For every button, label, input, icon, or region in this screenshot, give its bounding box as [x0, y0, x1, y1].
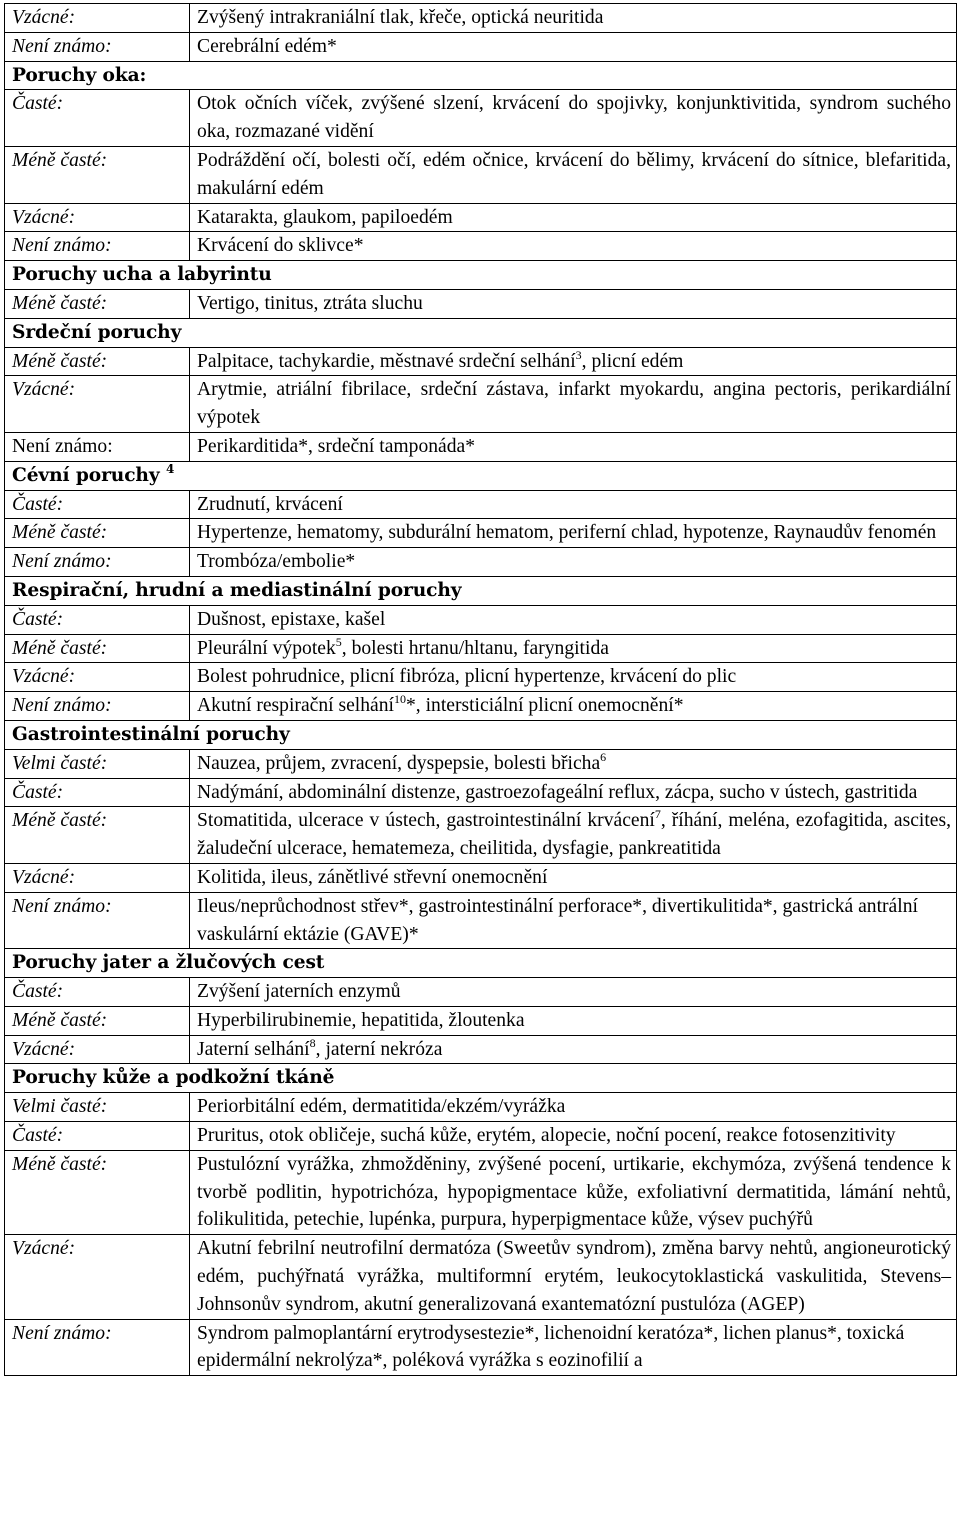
organ-system-title: Cévní poruchy [12, 464, 160, 486]
reaction-list: Bolest pohrudnice, plicní fibróza, plicní hypertenze, krvácení do plic [197, 666, 737, 688]
frequency-label: Velmi časté: [5, 1093, 190, 1122]
frequency-label: Není známo: [5, 432, 190, 461]
frequency-label: Není známo: [5, 32, 190, 61]
reaction-list: Vertigo, tinitus, ztráta sluchu [197, 292, 423, 314]
organ-system-heading [5, 461, 957, 490]
reaction-list-continued: , plicní edém [581, 350, 684, 372]
reaction-list: Nauzea, průjem, zvracení, dyspepsie, bolesti břicha [197, 752, 601, 774]
adverse-reactions-text [190, 1093, 957, 1122]
adverse-reactions-text [190, 203, 957, 232]
organ-system-heading [5, 318, 957, 347]
adverse-reaction-row [5, 1150, 957, 1234]
organ-system-title: Poruchy ucha a labyrintu [12, 264, 272, 286]
adverse-reaction-row [5, 749, 957, 778]
organ-system-heading [5, 576, 957, 605]
adverse-reaction-row [5, 1093, 957, 1122]
reaction-list: Jaterní selhání [197, 1038, 310, 1060]
footnote-marker: 8 [309, 1035, 316, 1050]
adverse-reaction-row [5, 490, 957, 519]
frequency-label: Není známo: [5, 692, 190, 721]
frequency-label: Není známo: [5, 548, 190, 577]
adverse-reactions-text [190, 1150, 957, 1234]
reaction-list: Katarakta, glaukom, papiloedém [197, 206, 453, 228]
section-header-row [5, 61, 957, 90]
adverse-reactions-text [190, 32, 957, 61]
side-effects-table-body [5, 4, 957, 1376]
adverse-reaction-row [5, 32, 957, 61]
frequency-label: Velmi časté: [5, 749, 190, 778]
reaction-list: Podráždění očí, bolesti očí, edém očnice, krvácení do bělimy, krvácení do sítnice, blefaritida, makulární edém [197, 149, 951, 199]
adverse-reactions-text [190, 490, 957, 519]
adverse-reactions-text [190, 1006, 957, 1035]
adverse-reaction-row [5, 1006, 957, 1035]
adverse-reactions-text [190, 978, 957, 1007]
reaction-list: Akutní respirační selhání [197, 695, 394, 717]
section-header-row [5, 949, 957, 978]
frequency-label: Časté: [5, 1122, 190, 1151]
adverse-reaction-row [5, 347, 957, 376]
adverse-reactions-text [190, 90, 957, 147]
adverse-reaction-row [5, 1035, 957, 1064]
adverse-reactions-text [190, 4, 957, 33]
adverse-reaction-row [5, 146, 957, 203]
reaction-list: Trombóza/embolie* [197, 551, 356, 573]
organ-system-heading [5, 261, 957, 290]
adverse-reaction-row [5, 605, 957, 634]
adverse-reactions-text [190, 892, 957, 949]
adverse-reaction-row [5, 519, 957, 548]
reaction-list: Nadýmání, abdominální distenze, gastroezofageální reflux, zácpa, sucho v ústech, gastritida [197, 781, 918, 803]
adverse-reaction-row [5, 778, 957, 807]
reaction-list: Akutní febrilní neutrofilní dermatóza (Sweetův syndrom), změna barvy nehtů, angioneurotický edém, puchýřnatá vyrážka, multiformní erytém, leukocytoklastická vaskulitida, Stevens–Johnsonův syndrom, akutní generalizovaná exantematózní pustulóza (AGEP) [197, 1238, 951, 1315]
footnote-marker: 3 [575, 347, 582, 362]
section-header-row [5, 261, 957, 290]
reaction-list: Zvýšení jaterních enzymů [197, 981, 401, 1003]
reaction-list-continued: , jaterní nekróza [315, 1038, 443, 1060]
frequency-label: Méně časté: [5, 634, 190, 663]
adverse-reaction-row [5, 663, 957, 692]
adverse-reactions-text [190, 146, 957, 203]
adverse-reaction-row [5, 90, 957, 147]
frequency-label: Méně časté: [5, 146, 190, 203]
organ-system-heading [5, 61, 957, 90]
organ-system-title: Respirační, hrudní a mediastinální poruchy [12, 579, 462, 601]
reaction-list: Periorbitální edém, dermatitida/ekzém/vyrážka [197, 1096, 566, 1118]
section-header-row [5, 576, 957, 605]
adverse-reactions-text [190, 1035, 957, 1064]
frequency-label: Méně časté: [5, 347, 190, 376]
reaction-list: Dušnost, epistaxe, kašel [197, 608, 386, 630]
section-header-row [5, 720, 957, 749]
adverse-reactions-text [190, 347, 957, 376]
reaction-list: Perikarditida*, srdeční tamponáda* [197, 435, 476, 457]
adverse-reaction-row [5, 289, 957, 318]
adverse-reactions-text [190, 548, 957, 577]
frequency-label: Časté: [5, 90, 190, 147]
adverse-reaction-row [5, 634, 957, 663]
frequency-label: Méně časté: [5, 1150, 190, 1234]
organ-system-heading [5, 1064, 957, 1093]
footnote-marker: 6 [600, 749, 607, 764]
adverse-reactions-text [190, 778, 957, 807]
frequency-label: Vzácné: [5, 203, 190, 232]
adverse-reactions-text [190, 232, 957, 261]
organ-system-title: Poruchy jater a žlučových cest [12, 952, 325, 974]
adverse-reaction-row [5, 807, 957, 864]
adverse-reactions-text [190, 663, 957, 692]
frequency-label: Není známo: [5, 1319, 190, 1376]
frequency-label: Méně časté: [5, 289, 190, 318]
adverse-reactions-text [190, 519, 957, 548]
adverse-reaction-row [5, 1235, 957, 1319]
adverse-reaction-row [5, 1319, 957, 1376]
footnote-marker: 10 [393, 692, 406, 707]
adverse-reactions-text [190, 1235, 957, 1319]
reaction-list: Arytmie, atriální fibrilace, srdeční zástava, infarkt myokardu, angina pectoris, perikardiální výpotek [197, 379, 951, 429]
adverse-reactions-text [190, 749, 957, 778]
reaction-list: Pleurální výpotek [197, 637, 336, 659]
section-header-row [5, 1064, 957, 1093]
frequency-label: Není známo: [5, 892, 190, 949]
organ-system-heading [5, 720, 957, 749]
organ-system-title: Poruchy oka: [12, 64, 147, 86]
adverse-reaction-row [5, 863, 957, 892]
adverse-reactions-text [190, 1319, 957, 1376]
reaction-list: Syndrom palmoplantární erytrodysestezie*, lichenoidní keratóza*, lichen planus*, toxická epidermální nekrolýza*, poléková vyrážka s eozinofilií a [197, 1322, 905, 1372]
frequency-label: Vzácné: [5, 4, 190, 33]
adverse-reactions-text [190, 605, 957, 634]
adverse-reactions-text [190, 289, 957, 318]
frequency-label: Časté: [5, 978, 190, 1007]
reaction-list: Pruritus, otok obličeje, suchá kůže, erytém, alopecie, noční pocení, reakce fotosenzitivity [197, 1125, 896, 1147]
adverse-reactions-text [190, 376, 957, 433]
frequency-label: Není známo: [5, 232, 190, 261]
footnote-marker: 7 [654, 807, 661, 822]
adverse-reaction-row [5, 548, 957, 577]
adverse-reaction-row [5, 203, 957, 232]
reaction-list: Hyperbilirubinemie, hepatitida, žloutenka [197, 1009, 525, 1031]
organ-system-heading [5, 949, 957, 978]
adverse-reactions-text [190, 432, 957, 461]
reaction-list: Stomatitida, ulcerace v ústech, gastrointestinální krvácení [197, 810, 655, 832]
reaction-list-continued: , bolesti hrtanu/hltanu, faryngitida [341, 637, 609, 659]
frequency-label: Vzácné: [5, 663, 190, 692]
adverse-reaction-row [5, 692, 957, 721]
frequency-label: Vzácné: [5, 1035, 190, 1064]
reaction-list: Palpitace, tachykardie, městnavé srdeční selhání [197, 350, 576, 372]
reaction-list: Pustulózní vyrážka, zhmožděniny, zvýšené pocení, urtikarie, ekchymóza, zvýšená tendence k tvorbě podlitin, hypotrichóza, hypopigmentace kůže, exfoliativní dermatitida, lámání nehtů, folikulitida, petechie, lupénka, purpura, hyperpigmentace kůže, výsev puchýřů [197, 1153, 951, 1231]
adverse-reaction-row [5, 232, 957, 261]
frequency-label: Vzácné: [5, 376, 190, 433]
adverse-reactions-text [190, 807, 957, 864]
reaction-list: Zvýšený intrakraniální tlak, křeče, optická neuritida [197, 7, 604, 28]
footnote-marker: 5 [335, 634, 342, 649]
organ-system-title: Poruchy kůže a podkožní tkáně [12, 1067, 335, 1089]
side-effects-table [4, 3, 957, 1376]
adverse-reactions-text [190, 634, 957, 663]
frequency-label: Časté: [5, 778, 190, 807]
adverse-reactions-text [190, 1122, 957, 1151]
organ-system-title: Gastrointestinální poruchy [12, 723, 290, 745]
reaction-list-continued: *, intersticiální plicní onemocnění* [405, 695, 684, 717]
adverse-reaction-row [5, 1122, 957, 1151]
adverse-reaction-row [5, 376, 957, 433]
adverse-reaction-row [5, 432, 957, 461]
frequency-label: Méně časté: [5, 807, 190, 864]
frequency-label: Vzácné: [5, 863, 190, 892]
reaction-list: Zrudnutí, krvácení [197, 493, 343, 515]
adverse-reactions-text [190, 863, 957, 892]
reaction-list: Otok očních víček, zvýšené slzení, krvácení do spojivky, konjunktivitida, syndrom suchého oka, rozmazané vidění [197, 93, 951, 143]
reaction-list: Krvácení do sklivce* [197, 235, 364, 257]
reaction-list: Hypertenze, hematomy, subdurální hematom, periferní chlad, hypotenze, Raynaudův fenomén [197, 522, 937, 544]
footnote-marker: 4 [165, 461, 175, 476]
frequency-label: Méně časté: [5, 519, 190, 548]
organ-system-title: Srdeční poruchy [12, 321, 182, 343]
frequency-label: Časté: [5, 605, 190, 634]
section-header-row [5, 461, 957, 490]
adverse-reaction-row [5, 4, 957, 33]
reaction-list: Kolitida, ileus, zánětlivé střevní onemocnění [197, 866, 548, 888]
reaction-list: Ileus/neprůchodnost střev*, gastrointestinální perforace*, divertikulitida*, gastrická antrální vaskulární ektázie (GAVE)* [197, 895, 918, 945]
section-header-row [5, 318, 957, 347]
frequency-label: Časté: [5, 490, 190, 519]
reaction-list: Cerebrální edém* [197, 35, 337, 57]
adverse-reactions-text [190, 692, 957, 721]
adverse-reaction-row [5, 892, 957, 949]
reaction-list-continued: , říhání, meléna, ezofagitida, ascites, žaludeční ulcerace, hematemeza, cheilitida, dysfagie, pankreatitida [197, 810, 951, 860]
frequency-label: Méně časté: [5, 1006, 190, 1035]
frequency-label: Vzácné: [5, 1235, 190, 1319]
adverse-reaction-row [5, 978, 957, 1007]
